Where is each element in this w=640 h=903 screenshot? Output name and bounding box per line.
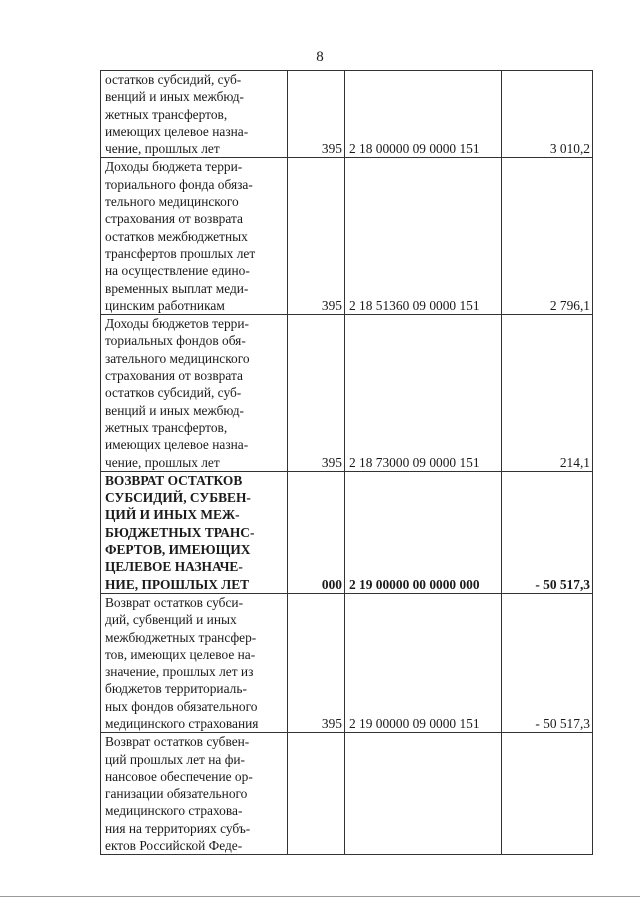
revenue-name-line: жетных трансфертов,: [105, 419, 228, 435]
admin-code-cell: 395: [288, 315, 345, 472]
revenue-name-line: медицинского страхова-: [105, 803, 243, 819]
revenue-name-line: ФЕРТОВ, ИМЕЮЩИХ: [105, 542, 251, 558]
revenue-name-line: трансфертов прошлых лет: [105, 245, 256, 261]
revenue-name-line: остатков субсидий, суб-: [105, 385, 242, 401]
revenue-name-line: СУБСИДИЙ, СУБВЕН-: [105, 490, 251, 506]
table-row-continued: [101, 733, 593, 855]
revenue-name-line: ВОЗВРАТ ОСТАТКОВ: [105, 472, 243, 488]
revenue-name-line: остатков субсидий, суб-: [105, 72, 242, 87]
revenue-name-line: имеющих целевое назна-: [105, 437, 249, 453]
revenue-name-line: имеющих целевое назна-: [105, 123, 249, 139]
revenue-name-cell: [101, 471, 288, 593]
budget-classification-code-cell: [345, 733, 502, 855]
budget-classification-code-cell: 2 18 73000 09 0000 151: [345, 315, 502, 472]
page-number: 8: [316, 49, 324, 65]
revenue-name-line: ных фондов обязательного: [105, 698, 258, 714]
revenue-name-line: БЮДЖЕТНЫХ ТРАНС-: [105, 524, 255, 540]
table-row-section-total: [101, 471, 593, 593]
revenue-name-line: бюджетов территориаль-: [105, 681, 247, 697]
table-row: [101, 593, 593, 732]
amount-cell: - 50 517,3: [502, 471, 593, 593]
revenue-name-line: венций и иных межбюд-: [105, 402, 244, 418]
table-row: [101, 315, 593, 472]
scan-edge-line: [0, 896, 640, 897]
budget-classification-code-cell: 2 19 00000 00 0000 000: [345, 471, 502, 593]
revenue-name-line: тельного медицинского: [105, 194, 239, 210]
revenue-name-line: ций прошлых лет на фи-: [105, 751, 246, 767]
revenue-name-line: ганизации обязательного: [105, 786, 248, 802]
revenue-name-cell: [101, 593, 288, 732]
budget-classification-code-cell: 2 19 00000 09 0000 151: [345, 593, 502, 732]
revenue-name-line: тов, имеющих целевое на-: [105, 646, 256, 662]
budget-revenue-table: [100, 70, 593, 855]
amount-cell: 214,1: [502, 315, 593, 472]
revenue-name-line: Возврат остатков субвен-: [105, 734, 250, 750]
revenue-name-line: межбюджетных трансфер-: [105, 629, 257, 645]
revenue-name-line: чение, прошлых лет: [105, 454, 220, 470]
revenue-name-line: Доходы бюджетов терри-: [105, 316, 249, 332]
revenue-name-line: остатков межбюджетных: [105, 228, 248, 244]
revenue-name-line: медицинского страхования: [105, 715, 259, 731]
revenue-name-line: страхования от возврата: [105, 211, 243, 227]
revenue-name-line: ториальных фондов обя-: [105, 333, 246, 349]
revenue-name-line: значение, прошлых лет из: [105, 664, 254, 680]
revenue-name-cell: [101, 733, 288, 855]
revenue-name-line: Доходы бюджета терри-: [105, 159, 243, 175]
revenue-name-line: ния на территориях субъ-: [105, 820, 251, 836]
admin-code-cell: 395: [288, 158, 345, 315]
revenue-name-line: венций и иных межбюд-: [105, 89, 244, 105]
revenue-name-cell: [101, 315, 288, 472]
table-row: [101, 158, 593, 315]
revenue-name-line: жетных трансфертов,: [105, 106, 228, 122]
admin-code-cell: 000: [288, 471, 345, 593]
admin-code-cell: 395: [288, 71, 345, 158]
revenue-name-line: НИЕ, ПРОШЛЫХ ЛЕТ: [105, 576, 250, 592]
revenue-name-line: нансовое обеспечение ор-: [105, 768, 253, 784]
revenue-name-line: временных выплат меди-: [105, 280, 249, 296]
budget-classification-code-cell: 2 18 51360 09 0000 151: [345, 158, 502, 315]
amount-cell: [502, 733, 593, 855]
admin-code-cell: 395: [288, 593, 345, 732]
revenue-name-line: дий, субвенций и иных: [105, 612, 237, 628]
revenue-name-line: ектов Российской Феде-: [105, 838, 243, 854]
revenue-name-line: цинским работникам: [105, 297, 225, 313]
revenue-name-line: ЦИЙ И ИНЫХ МЕЖ-: [105, 507, 240, 523]
amount-cell: 2 796,1: [502, 158, 593, 315]
revenue-name-line: страхования от возврата: [105, 368, 243, 384]
revenue-name-cell: [101, 158, 288, 315]
admin-code-cell: [288, 733, 345, 855]
revenue-name-line: зательного медицинского: [105, 350, 250, 366]
revenue-name-line: ЦЕЛЕВОЕ НАЗНАЧЕ-: [105, 559, 243, 575]
revenue-name-line: чение, прошлых лет: [105, 141, 220, 157]
revenue-name-cell: [101, 71, 288, 158]
budget-classification-code-cell: 2 18 00000 09 0000 151: [345, 71, 502, 158]
revenue-name-line: на осуществление едино-: [105, 263, 250, 279]
amount-cell: 3 010,2: [502, 71, 593, 158]
revenue-name-line: Возврат остатков субси-: [105, 594, 244, 610]
amount-cell: - 50 517,3: [502, 593, 593, 732]
table-row: [101, 71, 593, 158]
revenue-name-line: ториального фонда обяза-: [105, 176, 253, 192]
